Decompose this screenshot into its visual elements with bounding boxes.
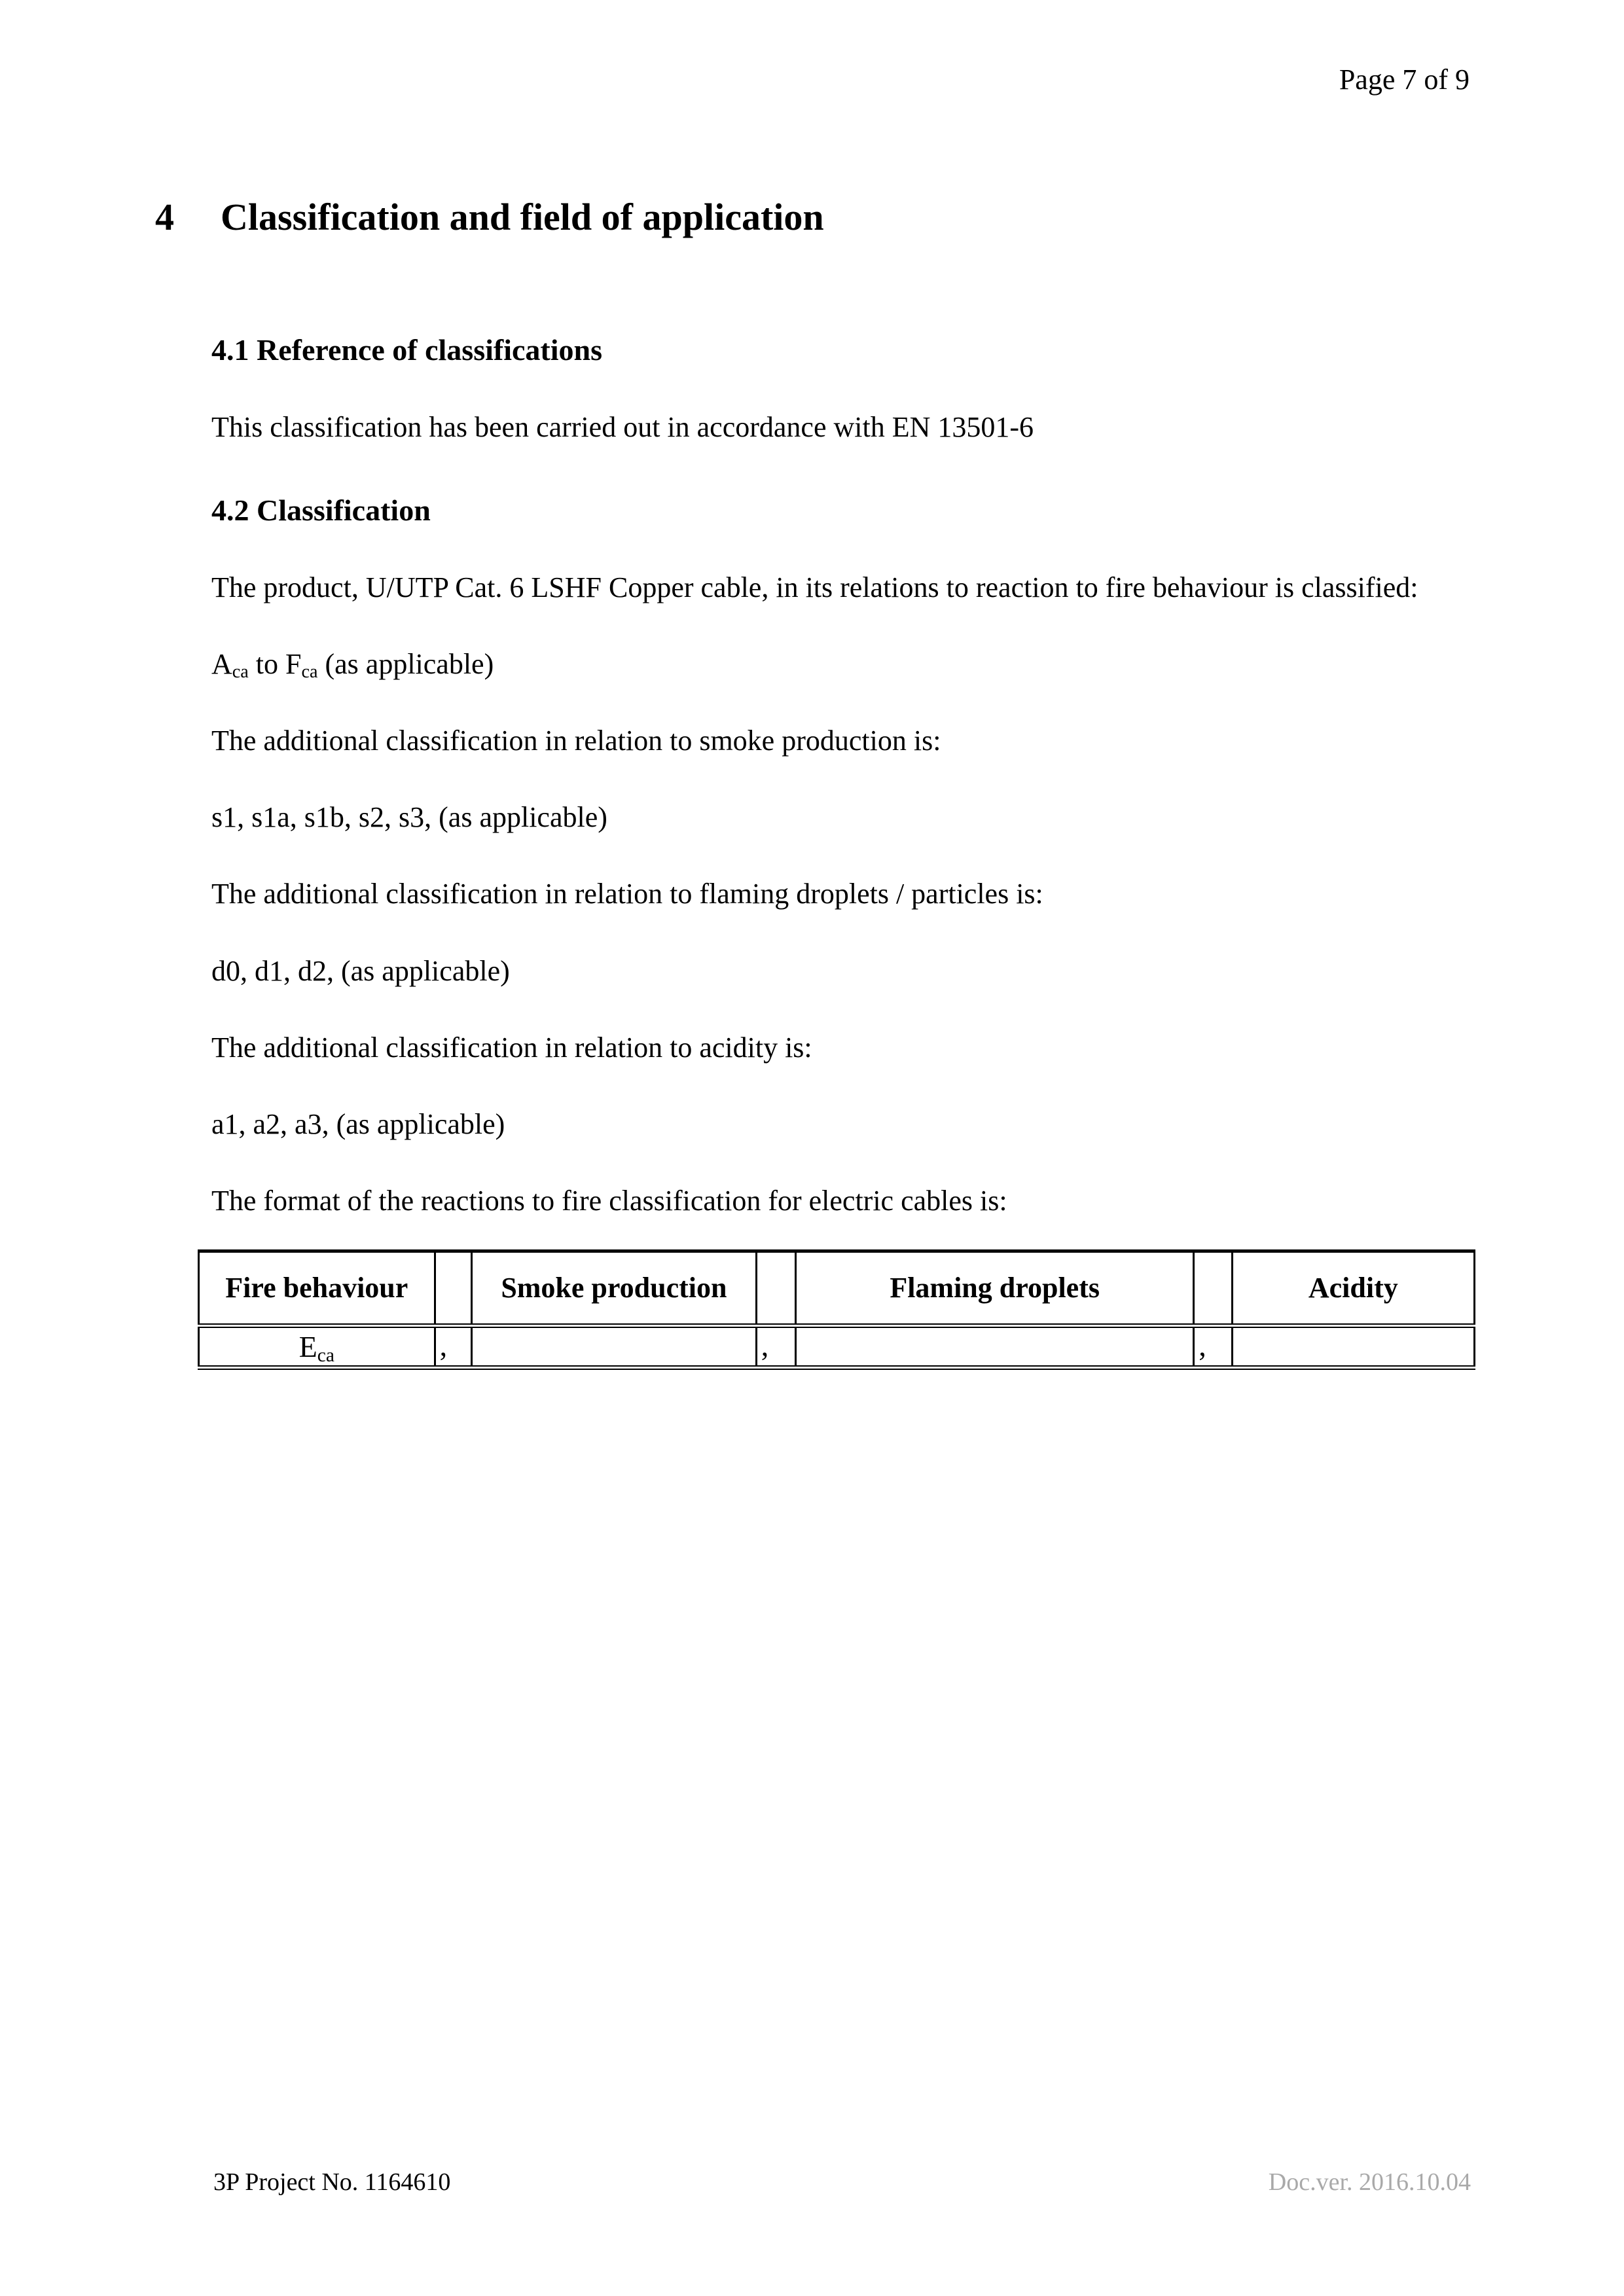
comma-separator-cell-2: , bbox=[756, 1326, 795, 1368]
classification-format-table bbox=[198, 1249, 1475, 1370]
footer-project-number: 3P Project No. 1164610 bbox=[213, 2168, 451, 2196]
header-cell-fire-behaviour: Fire behaviour bbox=[199, 1251, 435, 1326]
comma-separator-cell-1: , bbox=[435, 1326, 472, 1368]
fire-class-f-sub: ca bbox=[301, 661, 318, 682]
section-heading-title: Classification and field of application bbox=[221, 195, 824, 238]
droplets-classification-label: The additional classification in relation to flaming droplets / particles is: bbox=[211, 878, 1043, 910]
acidity-classification-label: The additional classification in relation to acidity is: bbox=[211, 1031, 812, 1064]
table-header-row bbox=[199, 1251, 1475, 1326]
header-separator-cell-3 bbox=[1194, 1251, 1232, 1326]
smoke-classification-values: s1, s1a, s1b, s2, s3, (as applicable) bbox=[211, 801, 607, 834]
header-cell-flaming-droplets: Flaming droplets bbox=[796, 1251, 1194, 1326]
smoke-classification-label: The additional classification in relation to smoke production is: bbox=[211, 724, 941, 757]
header-cell-smoke-production: Smoke production bbox=[472, 1251, 757, 1326]
fire-class-value: E bbox=[298, 1330, 317, 1364]
subsection-41-paragraph: This classification has been carried out in accordance with EN 13501-6 bbox=[211, 410, 1034, 443]
page-number-label: Page 7 of 9 bbox=[1339, 63, 1470, 96]
fire-class-value-sub: ca bbox=[317, 1344, 334, 1366]
value-cell-flaming-droplets bbox=[796, 1326, 1194, 1368]
value-cell-acidity bbox=[1232, 1326, 1474, 1368]
subsection-42-title: 4.2 Classification bbox=[211, 493, 431, 528]
product-classification-paragraph: The product, U/UTP Cat. 6 LSHF Copper cable, in its relations to reaction to fire behaviour is classified: bbox=[211, 571, 1418, 603]
value-cell-smoke-production bbox=[472, 1326, 757, 1368]
footer-doc-version: Doc.ver. 2016.10.04 bbox=[1268, 2168, 1471, 2196]
fire-class-range-line bbox=[211, 645, 1470, 683]
header-separator-cell-1 bbox=[435, 1251, 472, 1326]
page-content bbox=[211, 331, 1470, 1370]
fire-class-tail: (as applicable) bbox=[317, 647, 494, 680]
subsection-41-title: 4.1 Reference of classifications bbox=[211, 333, 602, 367]
header-separator-cell-2 bbox=[756, 1251, 795, 1326]
comma-separator-cell-3: , bbox=[1194, 1326, 1232, 1368]
section-heading-number: 4 bbox=[155, 195, 174, 238]
format-intro-label: The format of the reactions to fire classification for electric cables is: bbox=[211, 1185, 1007, 1217]
header-cell-acidity: Acidity bbox=[1232, 1251, 1474, 1326]
page-header bbox=[0, 0, 1624, 98]
fire-class-mid: to F bbox=[248, 647, 302, 680]
droplets-classification-values: d0, d1, d2, (as applicable) bbox=[211, 954, 510, 987]
fire-class-a: A bbox=[211, 647, 232, 680]
acidity-classification-values: a1, a2, a3, (as applicable) bbox=[211, 1107, 505, 1140]
table-value-row bbox=[199, 1326, 1475, 1368]
page-footer bbox=[0, 2168, 1624, 2198]
section-heading bbox=[155, 194, 1470, 240]
fire-class-a-sub: ca bbox=[232, 661, 249, 682]
value-cell-fire-behaviour bbox=[199, 1326, 435, 1368]
